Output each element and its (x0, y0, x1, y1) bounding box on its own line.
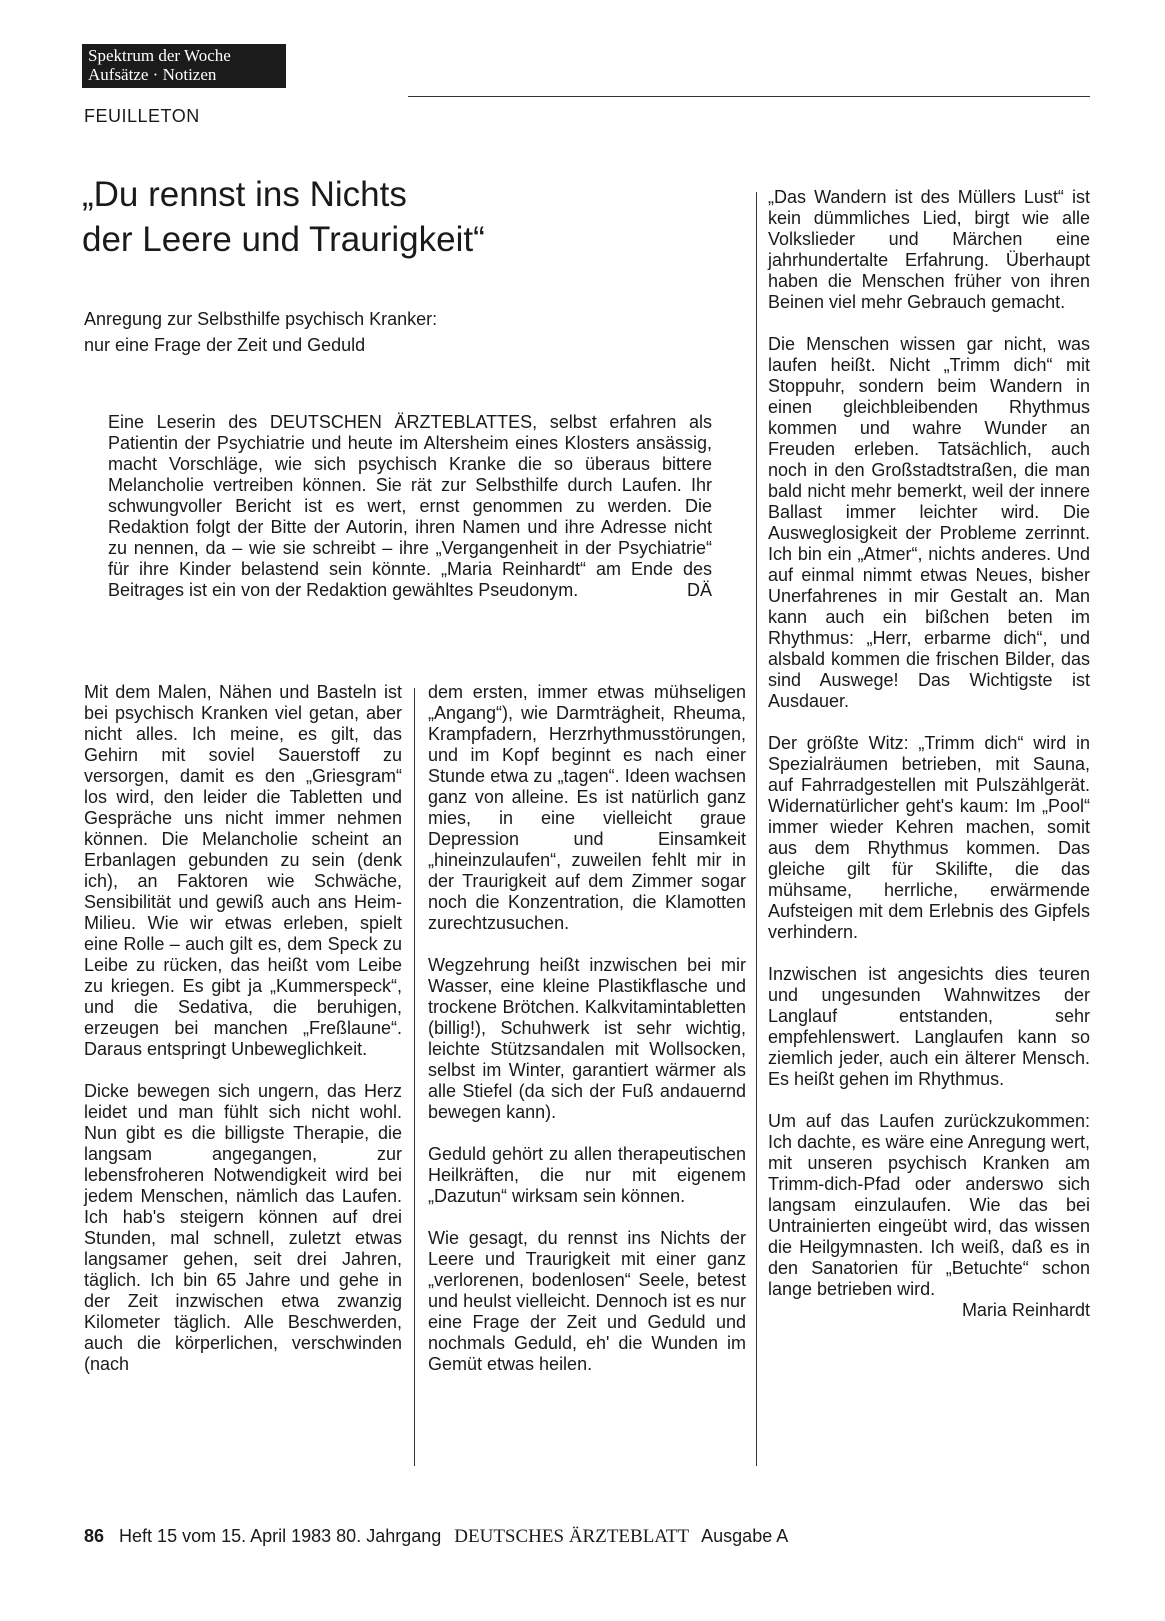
article-title (82, 172, 702, 262)
paragraph: Dicke bewegen sich ungern, das Herz leidet und man fühlt sich nicht wohl. Nun gibt es die billigste Therapie, die langsam angegangen, zur lebensfroheren Notwendigkeit wird bei jedem Menschen, nämlich das Laufen. Ich hab's steigern können auf drei Stunden, mal schnell, zuletzt etwas langsamer gehen, seit drei Jahren, täglich. Ich bin 65 Jahre und gehe in der Zeit inzwischen etwa zwanzig Kilometer täglich. Alle Beschwerden, auch die körperlichen, verschwinden (nach (84, 1081, 402, 1374)
body-column-1 (84, 682, 402, 1375)
paragraph: Wie gesagt, du rennst ins Nichts der Leere und Traurigkeit mit einer ganz „verlorenen, bodenlosen“ Seele, betest und heulst vielleicht. Dennoch ist es nur eine Frage der Zeit und Geduld und nochmals Geduld, eh' die Wunden im Gemüt etwas heilen. (428, 1228, 746, 1374)
article-subtitle (84, 306, 704, 358)
editorial-intro-text: Eine Leserin des DEUTSCHEN ÄRZTEBLATTES, selbst erfahren als Patientin der Psychiatrie und heute im Altersheim eines Klosters ansässig, macht Vorschläge, wie sich psychisch Kranke die so überaus bittere Melancholie vertreiben können. Sie rät zur Selbsthilfe durch Laufen. Ihr schwungvoller Bericht ist es wert, ernst genommen zu werden. Die Redaktion folgt der Bitte der Autorin, ihren Namen und ihre Adresse nicht zu nennen, da – wie sie schreibt – ihre „Vergangenheit in der Psychiatrie“ für ihre Kinder belastend sein könnte. „Maria Reinhardt“ am Ende des Beitrages ist ein von der Redaktion gewähltes Pseudonym. (108, 412, 712, 600)
paragraph: Die Menschen wissen gar nicht, was laufen heißt. Nicht „Trimm dich“ mit Stoppuhr, sondern beim Wandern in einen gleichbleibenden Rhythmus kommen und wahre Wunder an Freuden erleben. Tatsächlich, auch noch in den Großstadtstraßen, die man bald nicht mehr bemerkt, weil der innere Ballast immer leichter wird. Die Ausweglosigkeit der Probleme zerrinnt. Ich bin ein „Atmer“, nichts anderes. Und auf einmal nimmt etwas Neues, bisher Unerfahrenes in mir Gestalt an. Man kann auch ein bißchen beten im Rhythmus: „Herr, erbarme dich“, und alsbald kommen die frischen Bilder, das sind Auswege! Das Wichtigste ist Ausdauer. (768, 334, 1090, 711)
section-label-secondary: Aufsätze · Notizen (88, 65, 217, 84)
page-number: 86 (84, 1526, 105, 1546)
body-column-2 (428, 682, 746, 1375)
column-divider (414, 688, 415, 1466)
issue-info: Heft 15 vom 15. April 1983 80. Jahrgang (119, 1526, 442, 1546)
paragraph: Um auf das Laufen zurückzukommen: Ich dachte, es wäre eine Anregung wert, mit unseren psychisch Kranken am Trimm-dich-Pfad oder anderswo sich langsam einzulaufen. Wie das bei Untrainierten eingeübt wird, das wissen die Heilgymnasten. Ich weiß, daß es in den Sanatorien für „Betuchte“ schon lange betrieben wird. (768, 1111, 1090, 1299)
author-signature: Maria Reinhardt (961, 1300, 1090, 1320)
rubric-label: FEUILLETON (84, 106, 200, 126)
paragraph: „Das Wandern ist des Müllers Lust“ ist kein dümmliches Lied, birgt wie alle Volkslieder und Märchen eine jahrhundertalte Erfahrung. Überhaupt haben die Menschen früher von ihren Beinen viel mehr Gebrauch gemacht. (768, 187, 1090, 312)
article-title-line-2: der Leere und Traurigkeit“ (82, 220, 485, 259)
article-subtitle-line-2: nur eine Frage der Zeit und Geduld (84, 335, 366, 355)
paragraph: Der größte Witz: „Trimm dich“ wird in Spezialräumen betrieben, mit Sauna, auf Fahrradgestellen mit Pulszählgerät. Widernatürlicher geht's kaum: Im „Pool“ immer wieder Kehren machen, somit aus dem Rhythmus kommen. Das gleiche gilt für Skilifte, die das mühsame, herrliche, erwärmende Aufsteigen mit dem Erlebnis des Gipfels verhindern. (768, 733, 1090, 942)
article-subtitle-line-1: Anregung zur Selbsthilfe psychisch Kranker: (84, 309, 438, 329)
page-footer (84, 1524, 788, 1549)
article-title-line-1: „Du rennst ins Nichts (82, 175, 407, 214)
column-divider (756, 192, 757, 1466)
paragraph: Mit dem Malen, Nähen und Basteln ist bei psychisch Kranken viel getan, aber nicht alles. Ich meine, es gilt, das Gehirn mit soviel Sauerstoff zu versorgen, damit es den „Griesgram“ los wird, den leider die Tabletten und Gespräche uns nicht immer nehmen können. Die Melancholie scheint an Erbanlagen gebunden zu sein (denk ich), an Faktoren wie Schwäche, Sensibilität und gewiß auch ans Heim-Milieu. Wie wir etwas erleben, spielt eine Rolle – auch gilt es, dem Speck zu Leibe zu rücken, das heißt vom Leibe zu kriegen. Es gibt ja „Kummerspeck“, und die Sedativa, die beruhigen, erzeugen bei manchen „Freßlaune“. Daraus entspringt Unbeweglichkeit. (84, 682, 402, 1059)
journal-name: DEUTSCHES ÄRZTEBLATT (454, 1526, 690, 1547)
paragraph: Inzwischen ist angesichts dies teuren und ungesunden Wahnwitzes der Langlauf entstanden, sehr empfehlenswert. Langlaufen kann so ziemlich jeder, auch ein älterer Mensch. Es heißt gehen im Rhythmus. (768, 964, 1090, 1089)
section-badge (82, 44, 286, 88)
body-column-3 (768, 187, 1090, 1321)
section-label-primary: Spektrum der Woche (88, 46, 231, 65)
paragraph: Wegzehrung heißt inzwischen bei mir Wasser, eine kleine Plastikflasche und trockene Brötchen. Kalkvitamintabletten (billig!), Schuhwerk ist sehr wichtig, leichte Stützsandalen mit Wollsocken, selbst im Winter, garantiert wärmer als alle Stiefel (da sich der Fuß andauernd bewegen kann). (428, 955, 746, 1122)
paragraph: dem ersten, immer etwas mühseligen „Angang“), wie Darmträgheit, Rheuma, Krampfadern, Herzrhythmusstörungen, und im Kopf beginnt es nach einer Stunde etwa zu „tagen“. Ideen wachsen ganz von alleine. Es ist natürlich ganz mies, in eine vielleicht graue Depression und Einsamkeit „hineinzulaufen“, zuweilen fehlt mir in der Traurigkeit auf dem Zimmer sogar noch die Konzentration, die Klamotten zurechtzusuchen. (428, 682, 746, 933)
paragraph: Geduld gehört zu allen therapeutischen Heilkräften, die nur mit eigenem „Dazutun“ wirksam sein können. (428, 1144, 746, 1206)
header-rule (408, 96, 1090, 97)
edition-label: Ausgabe A (701, 1526, 789, 1546)
editorial-signature: DÄ (686, 580, 712, 600)
editorial-intro (108, 412, 712, 601)
